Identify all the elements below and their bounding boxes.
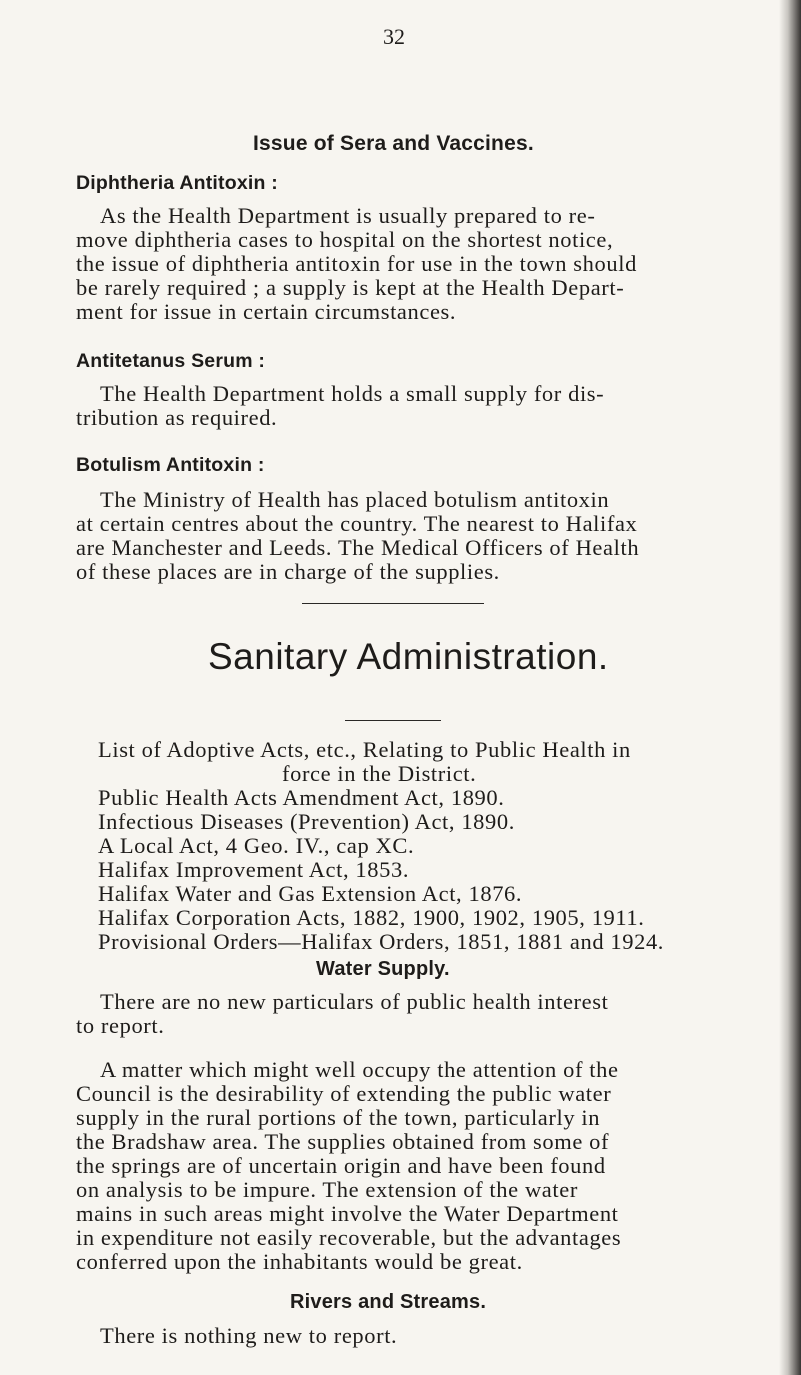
list-item: Public Health Acts Amendment Act, 1890. [98,785,505,810]
text-line: on analysis to be impure. The extension of the water [76,1177,578,1202]
text-line: ment for issue in certain circumstances. [76,299,457,324]
section-heading-sera-vaccines: Issue of Sera and Vaccines. [253,132,534,155]
list-item: Halifax Water and Gas Extension Act, 1876. [98,881,523,906]
text-line: conferred upon the inhabitants would be great. [76,1249,523,1274]
list-item: Provisional Orders—Halifax Orders, 1851, 1881 and 1924. [98,929,665,954]
text-line: There are no new particulars of public health interest [100,989,609,1014]
list-item: Halifax Improvement Act, 1853. [98,857,410,882]
section-heading-water-supply: Water Supply. [316,958,450,980]
section-heading-sanitary-administration: Sanitary Administration. [208,636,609,677]
list-item: Halifax Corporation Acts, 1882, 1900, 1902, 1905, 1911. [98,905,645,930]
subheading-botulism-antitoxin: Botulism Antitoxin : [76,454,265,476]
acts-list [98,786,738,954]
text-line: A matter which might well occupy the attention of the [100,1057,619,1082]
paragraph-rivers [76,1324,736,1348]
page-number: 32 [383,24,405,49]
text-line: mains in such areas might involve the Water Department [76,1201,619,1226]
text-line: As the Health Department is usually prepared to re- [100,203,596,228]
paragraph-diphtheria [76,204,736,324]
text-line: The Ministry of Health has placed botulism antitoxin [100,487,610,512]
section-heading-rivers-streams: Rivers and Streams. [290,1291,487,1313]
text-line: force in the District. [282,761,477,786]
list-item: Infectious Diseases (Prevention) Act, 1890. [98,809,515,834]
text-line: List of Adoptive Acts, etc., Relating to Public Health in [98,737,631,762]
text-line: the Bradshaw area. The supplies obtained from some of [76,1129,610,1154]
text-line: The Health Department holds a small supply for dis- [100,381,605,406]
paragraph-botulism [76,488,736,584]
list-item: A Local Act, 4 Geo. IV., cap XC. [98,833,415,858]
subheading-antitetanus-serum: Antitetanus Serum : [76,350,266,372]
paragraph-water-supply-1 [76,990,736,1038]
text-line: at certain centres about the country. The nearest to Halifax [76,511,638,536]
text-line: There is nothing new to report. [100,1323,398,1348]
subheading-diphtheria-antitoxin: Diphtheria Antitoxin : [76,172,278,194]
text-line: Council is the desirability of extending the public water [76,1081,612,1106]
text-line: to report. [76,1013,165,1038]
text-line: in expenditure not easily recoverable, but the advantages [76,1225,622,1250]
text-line: of these places are in charge of the supplies. [76,559,500,584]
scan-edge-shadow [779,0,801,1375]
section-divider-short [345,720,441,721]
text-line: the issue of diphtheria antitoxin for use in the town should [76,251,637,276]
text-line: be rarely required ; a supply is kept at the Health Depart- [76,275,625,300]
text-line: supply in the rural portions of the town, particularly in [76,1105,601,1130]
text-line: tribution as required. [76,405,278,430]
paragraph-antitetanus [76,382,736,430]
section-divider-top [302,603,484,604]
text-line: move diphtheria cases to hospital on the shortest notice, [76,227,614,252]
paragraph-water-supply-2 [76,1058,736,1274]
text-line: the springs are of uncertain origin and have been found [76,1153,606,1178]
text-line: are Manchester and Leeds. The Medical Officers of Health [76,535,640,560]
acts-list-intro [98,738,738,786]
